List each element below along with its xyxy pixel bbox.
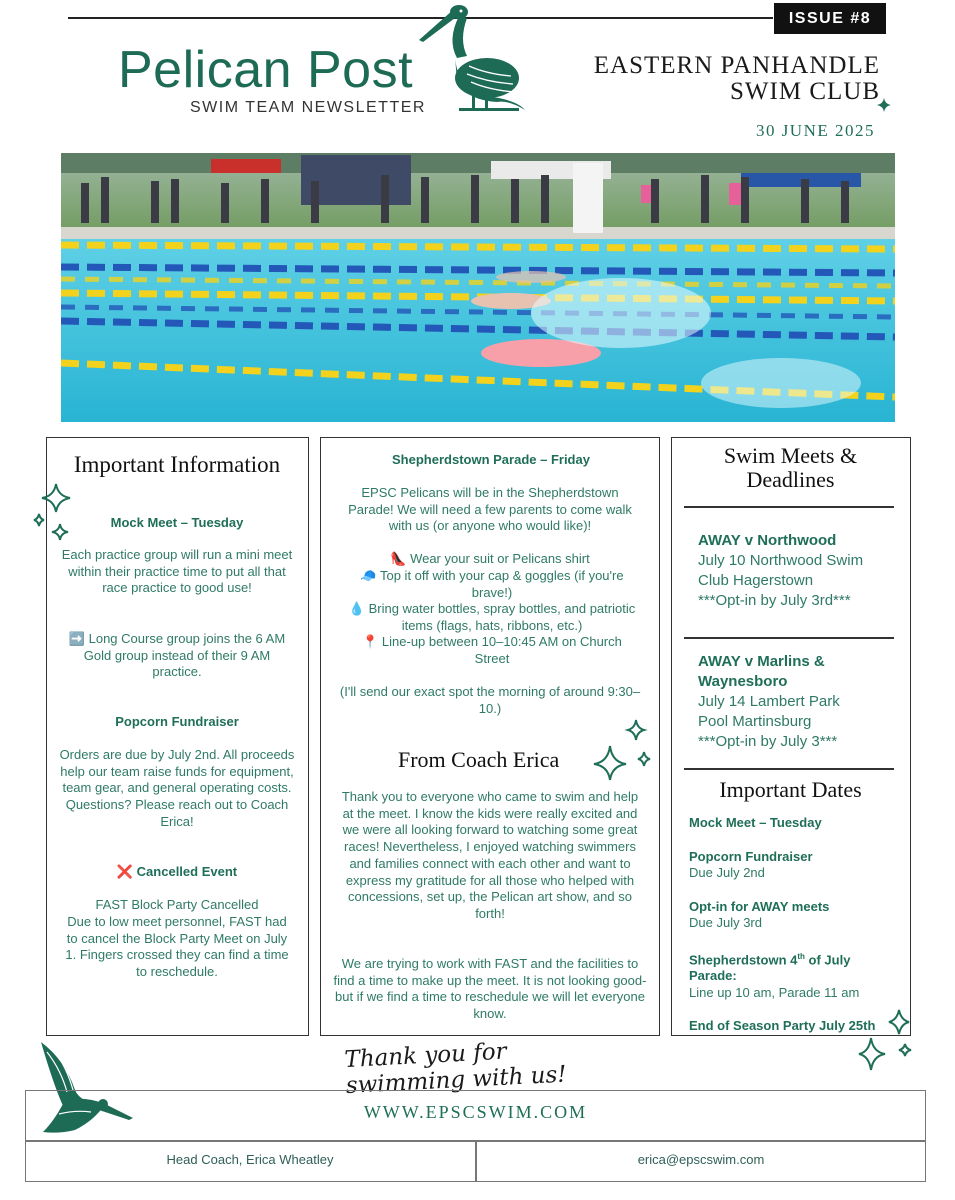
date-detail: Due July 3rd (689, 915, 762, 930)
date-title-sup: th (797, 951, 805, 961)
swim-meets-heading-line1: Swim Meets & (723, 443, 858, 468)
mock-meet-text: Each practice group will run a mini meet within their practice time to put all that race practice to good use! (61, 547, 293, 596)
important-dates-list (689, 815, 905, 1035)
sparkle-icon (877, 98, 891, 112)
meet-detail: July 14 Lambert Park (698, 693, 840, 710)
swim-meets-heading (672, 444, 909, 492)
website-link[interactable]: WWW.EPSCSWIM.COM (363, 1102, 588, 1122)
meet-northwood (698, 531, 903, 611)
important-information-heading: Important Information (73, 452, 281, 477)
pelican-logo-icon (417, 0, 533, 120)
meet-title: AWAY v Northwood (698, 532, 837, 549)
parade-note: (I'll send our exact spot the morning of around 9:30–10.) (339, 684, 641, 716)
cancelled-event-title: ❌ Cancelled Event (116, 864, 238, 879)
divider (684, 506, 894, 508)
parade-item: 💧 Bring water bottles, spray bottles, and patriotic items (flags, hats, ribbons, etc.) (348, 601, 636, 633)
date-title: Opt-in for AWAY meets (689, 898, 830, 914)
date-detail: Due July 2nd (689, 865, 765, 880)
date-title (689, 949, 905, 969)
issue-date: 30 JUNE 2025 (755, 121, 875, 140)
date-title-part: of July (804, 951, 851, 967)
meet-detail: Pool Martinsburg (698, 713, 812, 730)
parade-intro: EPSC Pelicans will be in the Shepherdstown Parade! We will need a few parents to come walk with us (or anyone who would like)! (348, 485, 632, 534)
sparkle-icon (592, 716, 656, 782)
meet-detail: Club Hagerstown (698, 572, 814, 589)
divider (684, 637, 894, 639)
important-dates-heading: Important Dates (719, 777, 862, 802)
popcorn-fundraiser-title: Popcorn Fundraiser (115, 714, 239, 729)
brand-title: Pelican Post (118, 41, 414, 99)
parade-item: 👠 Wear your suit or Pelicans shirt (390, 551, 590, 566)
mock-meet-title: Mock Meet – Tuesday (110, 515, 244, 530)
swim-meets-panel (671, 437, 911, 1036)
club-name-line1: EASTERN PANHANDLE (593, 52, 880, 79)
email-link[interactable]: erica@epscswim.com (637, 1152, 765, 1167)
divider (684, 768, 894, 770)
date-detail: Line up 10 am, Parade 11 am (689, 984, 860, 1000)
club-name-line2: SWIM CLUB (730, 78, 880, 105)
date-title-part: Shepherdstown 4 (689, 951, 798, 967)
date-title: Popcorn Fundraiser (689, 848, 813, 864)
thanks-signature: Thank you for swimming with us! (343, 1038, 568, 1100)
meet-marlins (698, 652, 903, 752)
meet-title: AWAY v Marlins & (698, 653, 825, 670)
meet-detail: July 10 Northwood Swim (698, 552, 864, 569)
meet-opt-in: ***Opt-in by July 3*** (698, 733, 838, 750)
swim-meets-heading-line2: Deadlines (746, 467, 835, 492)
block-party-cancelled: FAST Block Party Cancelled (95, 897, 259, 912)
important-information-panel (46, 437, 309, 1036)
coach-message: Thank you to everyone who came to swim and help at the meet. I know the kids were really excited and we were all looking forward to watching some great races! Nevertheless, I enjoyed watching swimmers and families connect with each other and want to express my gratitude for all those who helped with concessions, set up, the Pelican art show, and so forth! (341, 789, 639, 921)
issue-badge: ISSUE #8 (774, 3, 886, 34)
popcorn-fundraiser-text: Orders are due by July 2nd. All proceeds help our team raise funds for equipment, team gear, and general operating costs. Questions? Please reach out to Coach Erica! (59, 747, 295, 829)
parade-item: 🧢 Top it off with your cap & goggles (if you're brave!) (360, 568, 624, 600)
parade-item: 📍 Line-up between 10–10:45 AM on Church Street (362, 634, 622, 666)
date-title: End of Season Party July 25th (689, 1018, 876, 1034)
swim-meet-photo (61, 153, 895, 422)
sparkle-icon (30, 482, 74, 548)
long-course-note: ➡️ Long Course group joins the 6 AM Gold group instead of their 9 AM practice. (68, 631, 286, 680)
block-party-text: Due to low meet personnel, FAST had to cancel the Block Party Meet on July 1. Fingers crossed they can find a time to reschedule. (65, 914, 289, 980)
head-coach: Head Coach, Erica Wheatley (166, 1152, 334, 1167)
meet-opt-in: ***Opt-in by July 3rd*** (698, 592, 851, 609)
sparkle-icon (857, 1008, 917, 1074)
club-name (560, 53, 880, 105)
date-title: Mock Meet – Tuesday (689, 815, 822, 830)
brand-subtitle: SWIM TEAM NEWSLETTER (190, 99, 426, 116)
meet-title: Waynesboro (698, 673, 788, 690)
parade-title: Shepherdstown Parade – Friday (392, 452, 590, 467)
coach-heading: From Coach Erica (398, 747, 560, 772)
date-title: Parade: (689, 968, 737, 984)
coach-message-2: We are trying to work with FAST and the facilities to find a time to make up the meet. It is not looking good- but if we find a time to reschedule we will let everyone know. (333, 956, 647, 1022)
